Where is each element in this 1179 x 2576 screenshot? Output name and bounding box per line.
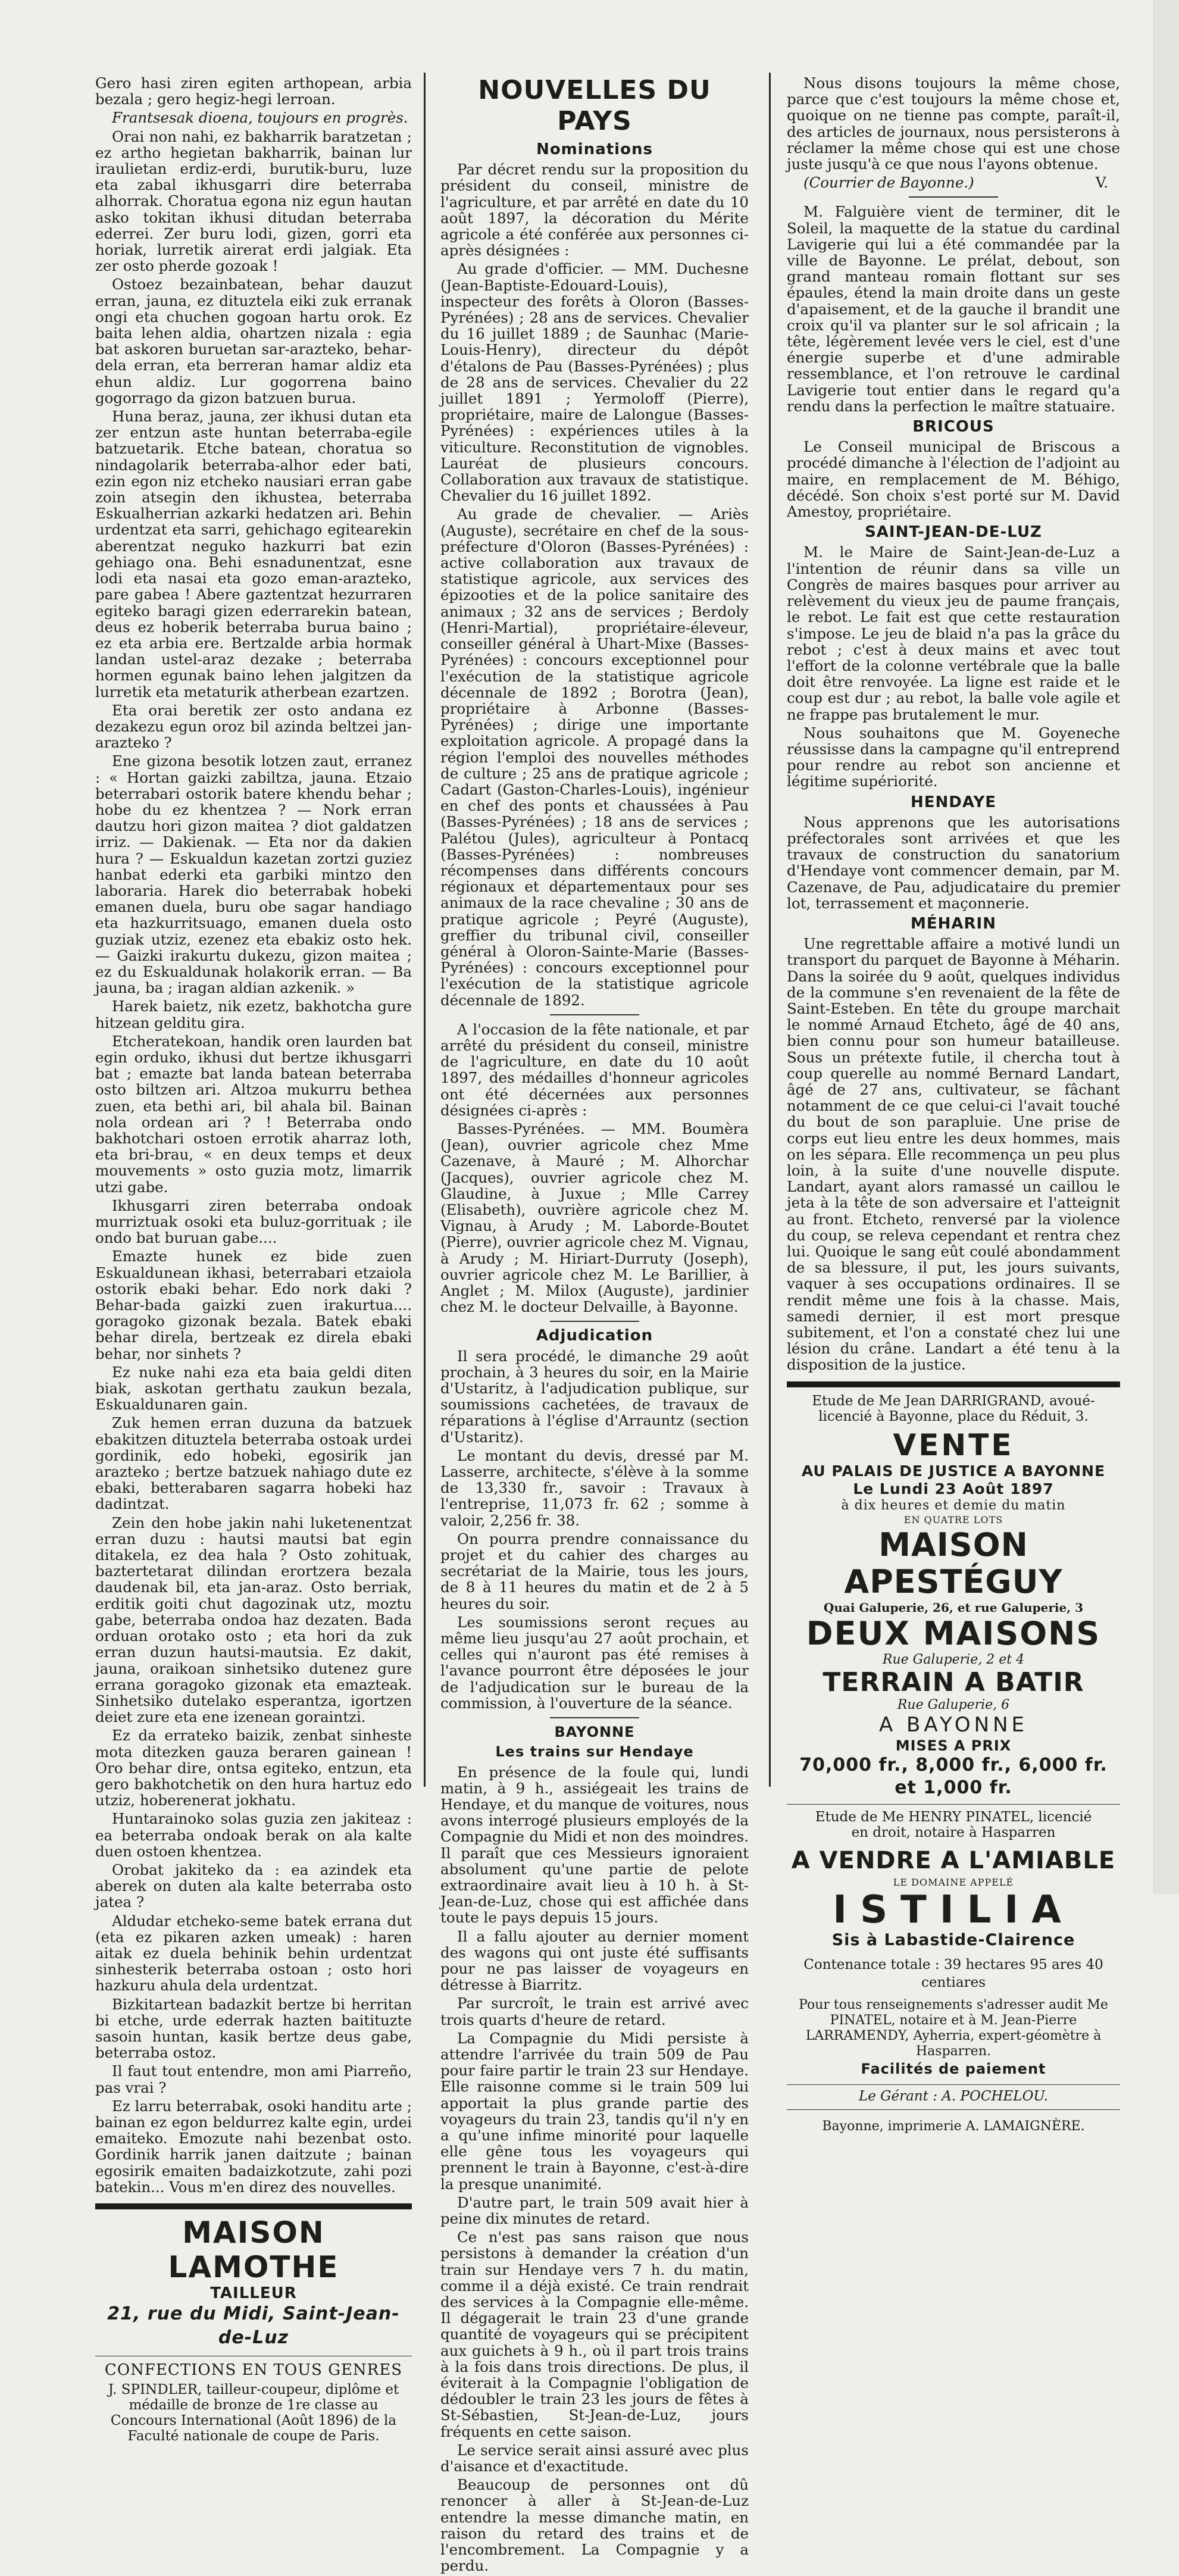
- paragraph: Au grade de chevalier. — Ariès (Auguste), secrétaire en chef de la sous-préfecture d'Oloron (Basses-Pyrénées) : active collaboration aux travaux de statistique agricole, aux services des épizooties et de la police sanitaire des animaux ; 32 ans de services ; Berdoly (Henri-Martial), propriétaire-éleveur, conseiller général à Uhart-Mixe (Basses-Pyrénées) : concours exceptionnel pour l'exécution de la statistique agricole décennale de 1892 ; Borotra (Jean), propriétaire à Arbonne (Basses-Pyrénées) ; dirige une importante exploitation agricole. A propagé dans la région l'emploi des nouvelles méthodes de culture ; 25 ans de pratique agricole ; Cadart (Gaston-Charles-Louis), ingénieur en chef des ponts et chaussées à Pau (Basses-Pyrénées) ; 18 ans de services ; Palétou (Jules), agriculteur à Pontacq (Basses-Pyrénées) : nombreuses récompenses dans différents concours régionaux et départementaux pour ses animaux de la race chevaline ; 30 ans de pratique agricole ; Peyré (Auguste), greffier du tribunal civil, conseiller général à Oloron-Sainte-Marie (Basses-Pyrénées) : concours exceptionnel pour l'exécution de la statistique agricole décennale de 1892.: [440, 505, 749, 1009]
- paragraph: Les soumissions seront reçues au même lieu jusqu'au 27 août prochain, et celles qui n'auront pas été remises à l'avance pourront être déposées le jour de l'adjudication sur le bureau de la commission, à l'ouverture de la séance.: [440, 1613, 749, 1712]
- source-citation: (Courrier de Bayonne.): [803, 174, 974, 192]
- section-masthead: NOUVELLES DU PAYS: [478, 75, 711, 136]
- divider: [909, 196, 998, 198]
- paragraph: Par décret rendu sur la proposition du président du conseil, ministre de l'agriculture, et par arrêté en date du 10 août 1897, la décoration du Mérite agricole a été conférée aux personnes ci-après désignées :: [440, 161, 749, 260]
- divider: [787, 2084, 1120, 2085]
- paragraph: Beaucoup de personnes ont dû renoncer à aller à St-Jean-de-Luz entendre la messe dimanche matin, en raison du retard des trains et de l'encombrement. La Compagnie y a perdu.: [440, 2476, 749, 2575]
- gerant-line: Le Gérant : A. POCHELOU.: [858, 2088, 1049, 2104]
- source-line: [787, 174, 1120, 190]
- section-heading-saint-jean-de-luz: SAINT-JEAN-DE-LUZ: [865, 523, 1042, 542]
- paragraph: Ikhusgarri ziren beterraba ondoak murriztuak osoki eta buluz-gorrituak ; ile ondo bat buruan gabe....: [95, 1196, 412, 1247]
- ad-amiable-title: A VENDRE A L'AMIABLE: [791, 1846, 1116, 1874]
- ad-lots: EN QUATRE LOTS: [903, 1514, 1003, 1525]
- paragraph: Zuk hemen erran duzuna da batzuek ebakitzen dituztela beterraba ostoak urdei gordinik, edo hobeki, egosirik jan arazteko ; bertze batzuek nahiago dute ez ebaki, betterabaren sagarra hobeki haz dadintzat.: [95, 1414, 412, 1513]
- paragraph: La Compagnie du Midi persiste à attendre l'arrivée du train 509 de Pau pour faire partir le train 23 sur Hendaye. Elle raisonne comme si le train 509 lui apportait la plus grande partie des voyageurs du train 23, tandis qu'il n'y en a qu'une infime minorité pour laquelle elle gêne tous les voyageurs qui prennent le train à Bayonne, c'est-à-dire la presque unanimité.: [440, 2029, 749, 2193]
- paragraph: Il sera procédé, le dimanche 29 août prochain, à 3 heures du soir, en la Mairie d'Ustaritz, à l'adjudication publique, sur soumissions cachetées, de travaux de réparations à l'église d'Arrauntz (section d'Ustaritz).: [440, 1347, 749, 1446]
- paragraph: En présence de la foule qui, lundi matin, à 9 h., assiégeait les trains de Hendaye, et du manque de voitures, nous avons interrogé plusieurs employés de la Compagnie du Midi et non des moindres. Il paraît que ces Messieurs ignoraient absolument qu'une partie de pelote extraordinaire avait lieu à 10 h. à St-Jean-de-Luz, chose qui est affichée dans toute le pays depuis 15 jours.: [440, 1763, 749, 1927]
- paragraph: Il a fallu ajouter au dernier moment des wagons qui ont juste été suffisants pour ne pas laisser de voyageurs en détresse à Biarritz.: [440, 1927, 749, 1994]
- paragraph: Ce n'est pas sans raison que nous persistons à demander la création d'un train sur Hendaye vers 7 h. du matin, comme il a déjà existé. Ce train rendrait des services à la Compagnie elle-même. Il dégagerait le train 23 d'une grande quantité de voyageurs qui se précipitent aux guichets à 9 h., où il part trois trains à la fois dans trois directions. De plus, il éviterait à la Compagnie l'obligation de dédoubler le train 23 les jours de fêtes à St-Sébastien, St-Jean-de-Luz, jours fréquents en cette saison.: [440, 2228, 749, 2440]
- paragraph: Ostoez bezainbatean, behar dauzut erran, jauna, ez dituztela eiki zuk erranak ongi eta chuchen gogoan hartu orok. Ez baita lehen aldia, ohartzen nizala : egia bat askoren buruetan sar-arazteko, behar-dela erran, eta berreran hamar aldiz eta ehun aldiz. Lur gogorrena baino gogorrago da gizon batzuen burua.: [95, 276, 412, 407]
- section-heading-nominations: Nominations: [536, 140, 653, 158]
- paragraph: Orai non nahi, ez bakharrik baratzetan ; ez artho hegietan bakharrik, bainan lur iraulietan erdiz-erdi, burutik-buru, luze eta zabal ikhusgarri dire beterraba alhorrak. Choratua egona niz egun hautan asko tokitan ikhusi ditudan beterraba ederrei. Zer buru lodi, gizen, gorri eta horiak, lurretik airerat erdi jalgiak. Eta zer osto pherde gozoak !: [95, 127, 412, 275]
- ad-mises: MISES A PRIX: [895, 1737, 1012, 1754]
- ad-istilia: ISTILIA: [833, 1887, 1074, 1932]
- ad-deux-address: Rue Galuperie, 2 et 4: [882, 1652, 1025, 1667]
- column-local-news: [787, 75, 1120, 2134]
- ad-city: A BAYONNE: [878, 1712, 1028, 1737]
- paragraph: Ene gizona besotik lotzen zaut, erranez : « Hortan gaizki zabiltza, jauna. Etzaio beterrabari ostorik batere khendu behar ; hobe du ez khentzea ? — Nork erran dautzu hori gizon maitea ? diot galdatzen irriz. — Dakienak. — Eta nor da dakien hura ? — Eskualdun kazetan zortzi guziez hanbat ederki eta garbiki mintzo den laborariа. Harek dio beterrabak hobeki emanen duela, buru obe sagar handiago eta hazkurritsuago, emanen duela osto guziak utziz, ezenez eta ebakiz osto hek. — Gaizki irakurtu dukezu, gizon maitea ; ez du Eskualdunak holakorik erran. — Ba jauna, ba ; iragan aldian azkenik. »: [95, 752, 412, 997]
- section-heading-bricous: BRICOUS: [912, 418, 995, 436]
- column-basque-article: [95, 75, 412, 2444]
- ad-palais: AU PALAIS DE JUSTICE A BAYONNE: [801, 1462, 1106, 1480]
- ad-vente-apesteguy: [787, 1393, 1120, 1799]
- paragraph: On pourra prendre connaissance du projet et du cahier des charges au secrétariat de la Mairie, tous les jours, de 8 à 11 heures du matin et de 2 à 5 heures du soir.: [440, 1530, 749, 1612]
- paragraph: Au grade d'officier. — MM. Duchesne (Jean-Baptiste-Edouard-Louis), inspecteur des forêts à Oloron (Basses-Pyrénées) ; 28 ans de services. Chevalier du 16 juillet 1889 ; de Saunhac (Marie-Louis-Henry), directeur du dépôt d'étalons de Pau (Basses-Pyrénées) ; plus de 28 ans de services. Chevalier du 22 juillet 1891 ; Yermoloff (Pierre), propriétaire, maire de Lalongue (Basses-Pyrénées) : expériences utiles à la viticulture. Reconstitution de vignobles. Lauréat de plusieurs concours. Collaboration aux travaux de statistique. Chevalier du 16 juillet 1892.: [440, 260, 749, 505]
- paragraph: Le montant du devis, dressé par M. Lasserre, architecte, s'élève à la somme de 13,330 fr., savoir : Travaux à l'entreprise, 11,073 fr. 62 ; somme à valoir, 2,256 fr. 38.: [440, 1446, 749, 1529]
- paragraph: Frantsesak dioena, toujours en progrès.: [112, 109, 408, 127]
- column-rule-left: [424, 73, 426, 1787]
- paragraph: Il faut tout entendre, mon ami Piarreño, pas vrai ?: [95, 2062, 412, 2096]
- paragraph: M. Falguière vient de terminer, dit le Soleil, la maquette de la statue du cardinal Lavigerie qui lui a été commandée par la ville de Bayonne. Le prélat, debout, son grand manteau romain flottant sur ses épaules, étend la main droite dans un geste d'apaisement, et de la gauche il brandit une croix qu'il va planter sur le sol africain ; la tête, légèrement levée vers le ciel, est d'une énergie superbe et d'une admirable ressemblance, et l'on retrouve le cardinal Lavigerie tout entier dans le regard qu'a rendu dans la perfection le maître statuaire.: [787, 203, 1120, 415]
- paragraph: Etcheratekoan, handik oren laurden bat egin orduko, ikhusi dut bertze ikhusgarri bat ; emazte bat landa batean beterraba osto biltzen ari. Altzoa mukurru bethea zuen, eta bethi ari, bil ahala bil. Bainan nola ordean ari ? ! Beterraba ondo bakhotchari ostoen errotik aharraz loth, eta bri-brau, « en deux temps et deux mouvements » osto guzia motz, limarrik utzi gabe.: [95, 1032, 412, 1196]
- paragraph: Eta orai beretik zer osto andana ez dezakezu egun oroz bil azinda beltzei jan-arazteko ?: [95, 701, 412, 752]
- divider: [787, 1804, 1120, 1805]
- imprimerie-line: Bayonne, imprimerie A. LAMAIGNÈRE.: [822, 2118, 1085, 2134]
- ad-hour: à dix heures et demie du matin: [841, 1498, 1066, 1513]
- paragraph: Harek baietz, nik ezetz, bakhotcha gure hitzean gelditu gira.: [95, 998, 412, 1031]
- ad-deux-maisons: DEUX MAISONS: [806, 1614, 1101, 1652]
- section-heading-meharin: MÉHARIN: [911, 914, 996, 933]
- paragraph: M. le Maire de Saint-Jean-de-Luz a l'intention de réunir dans sa ville un Congrès de maires basques pour arriver au relèvement du vieux jeu de paume français, le rebot. Le fait est que cette restauration s'impose. Le jeu de blaid n'a pas la grâce du rebot ; c'est à deux mains et avec tout l'effort de la colonne vertébrale que la balle doit être renvoyée. La ligne est raide et le coup est dur ; au rebot, la balle vole agile et ne frappe pas brutalement le mur.: [787, 543, 1120, 723]
- paragraph: Huntarainoko solas guzia zen jakiteaz : ea beterraba ondoak berak on ala kalte duen ostoen khentzea.: [95, 1810, 412, 1860]
- section-heading-hendaye: HENDAYE: [910, 793, 997, 811]
- ad-date: Le Lundi 23 Août 1897: [853, 1480, 1054, 1498]
- ad-separator: [95, 2203, 412, 2209]
- paragraph: Le service serait ainsi assuré avec plus d'aisance et d'exactitude.: [440, 2441, 749, 2475]
- ad-separator: [787, 1381, 1120, 1387]
- divider: [550, 1321, 639, 1322]
- paragraph: Une regrettable affaire a motivé lundi un transport du parquet de Bayonne à Méharin. Dans la soirée du 9 août, quelques individus de la commune s'en revenaient de la fête de Saint-Esteben. En tête du groupe marchait le nommé Arnaud Etcheto, âgé de 40 ans, bien connu pour son humeur batailleuse. Sous un prétexte futile, il chercha tout à coup querelle au nommé Bernard Landart, âgé de 27 ans, cultivateur, se fâchant notamment de ce que celui-ci l'avait touché du bout de son parapluie. Une prise de corps eut lieu entre les deux hommes, mais on les sépara. Elle recommença un peu plus loin, à la suite d'une nouvelle dispute. Landart, ayant alors ramassé un caillou le jeta à la tête de son adversaire et l'atteignit au front. Etcheto, renversé par la violence du coup, se releva cependant et rentra chez lui. Quoique le sang eût coulé abondamment de sa blessure, il put, les jours suivants, vaquer à ses occupations ordinaires. Il se rendit même une fois à la chasse. Mais, samedi dernier, il est mort presque subitement, et l'on a constaté chez lui une lésion du crâne. Landart a été tenu à la disposition de la justice.: [787, 935, 1120, 1374]
- paragraph: Ez nuke nahi eza eta baia geldi diten biak, askotan gerthatu zaukun bezala, Eskualdunaren gain.: [95, 1363, 412, 1414]
- paragraph: Gero hasi ziren egiten arthopean, arbia bezala ; gero hegiz-hegi lerroan.: [95, 74, 412, 108]
- divider: [787, 2109, 1120, 2110]
- paragraph: Basses-Pyrénées. — MM. Boumèra (Jean), ouvrier agricole chez Mme Cazenave, à Mauré ; M. Alhorchar (Jacques), ouvrier agricole chez M. Glaudine, à Juxue ; Mlle Carrey (Elisabeth), ouvrière agricole chez M. Vignau, à Arudy ; M. Laborde-Boutet (Pierre), ouvrier agricole chez M. Vignau, à Arudy ; M. Hiriart-Durruty (Joseph), ouvrier agricole chez M. Le Barillier, à Anglet ; M. Milox (Auguste), jardinier chez M. le docteur Delvaille, à Bayonne.: [440, 1120, 749, 1316]
- ad-etude: Etude de Me Jean DARRIGRAND, avoué-licencié à Bayonne, place du Réduit, 3.: [812, 1393, 1095, 1424]
- ad-tagline: CONFECTIONS EN TOUS GENRES: [104, 2361, 403, 2379]
- ad-maison-address: Quai Galuperie, 26, et rue Galuperie, 3: [823, 1600, 1084, 1615]
- paragraph: Ez da errateko baizik, zenbat sinheste mota ditezken gauza beraren gainean ! Oro behar dire, ontsa egiteko, entzun, eta gero bakhotchetik on den hura hartuz edo utziz, hoberenerat jokhatu.: [95, 1727, 412, 1809]
- ad-vente-title: VENTE: [893, 1427, 1014, 1462]
- ad-terrain: TERRAIN A BATIR: [823, 1667, 1084, 1697]
- ad-contenance: Contenance totale : 39 hectares 95 ares 40 centiares: [803, 1956, 1103, 1990]
- ad-location: Sis à Labastide-Clairence: [831, 1930, 1075, 1949]
- paragraph: Nous apprenons que les autorisations préfectorales sont arrivées et que les travaux de construction du sanatorium d'Hendaye vont commencer demain, par M. Cazenave, de Pau, adjudicataire du premier lot, terrassement et maçonnerie.: [787, 813, 1120, 912]
- section-subheading-trains: Les trains sur Hendaye: [495, 1743, 694, 1761]
- paragraph: A l'occasion de la fête nationale, et par arrêté du président du conseil, ministre de l'agriculture, en date du 10 août 1897, des médailles d'honneur agricoles ont été décernées aux personnes désignées ci-après :: [440, 1020, 749, 1119]
- page-fold-shadow: [1153, 0, 1179, 1894]
- paragraph: Orobat jakiteko da : ea azindek eta aberek on duten ala kalte beterraba osto jatea ?: [95, 1861, 412, 1911]
- paragraph: Par surcroît, le train est arrivé avec trois quarts d'heure de retard.: [440, 1994, 749, 2028]
- paragraph: Nous disons toujours la même chose, parce que c'est toujours la même chose et, quoique on ne tienne pas compte, paraît-il, des articles de journaux, nous persisterons à réclamer la même chose qui est une chose juste jusqu'à ce que nous l'ayons obtenue.: [787, 74, 1120, 173]
- column-rule-right: [769, 73, 771, 1787]
- paragraph: Bizkitartean badazkit bertze bi herritan bi etche, urde ederrak hazten baitituzte sasoin huntan, kasik bertze deus gabe, beterraba ostoz.: [95, 1995, 412, 2062]
- ad-title: MAISON LAMOTHE: [168, 2215, 339, 2284]
- ad-vente-istilia: [787, 1809, 1120, 2078]
- paragraph: Le Conseil municipal de Briscous a procédé dimanche à l'élection de l'adjoint au maire, en remplacement de M. Béhigo, décédé. Son choix s'est porté sur M. David Amestoy, propriétaire.: [787, 438, 1120, 521]
- paragraph: Emazte hunek ez bide zuen Eskualdunean ikhasi, beterrabari etzaiola ostorik ebaki behar. Edo nork daki ? Behar-bada gaizki zuen irakurtua.... goragoko gizonak bezala. Batek ebaki behar direla, bertzeak ez direla ebaki behar, nor sinhets ?: [95, 1248, 412, 1362]
- paragraph: Ez larru beterrabak, osoki handitu arte ; bainan ez egon beldurrez kalte egin, urdei emaiteko. Emozute nahi bezenbat osto. Gordinik harrik janen daitzute ; bainan egosirik emaiten badaizkotzute, zahi pozi batekin... Vous m'en direz des nouvelles.: [95, 2097, 412, 2196]
- section-heading-bayonne: BAYONNE: [554, 1724, 635, 1741]
- ad-facilites: Facilités de paiement: [861, 2060, 1046, 2077]
- paragraph: Nous souhaitons que M. Goyeneche réussisse dans la campagne qu'il entreprend pour rendre au rebot son ancienne et légitime supériorité.: [787, 724, 1120, 790]
- section-heading-adjudication: Adjudication: [536, 1327, 653, 1345]
- ad-prices: 70,000 fr., 8,000 fr., 6,000 fr. et 1,000 fr.: [799, 1754, 1108, 1798]
- paragraph: Zein den hobe jakin nahi luketenentzat erran duzu : hautsi mautsi bat egin ditakela, ez dea hala ? Osto zohituak, baztertetarat dilindan erortzera bezala daudenak bil, eta jan-araz. Osto berriak, erditik goiti chut dagozinak utz, moztu gabe, beterraba ondoa haz dezaten. Bada orduan orotako osto ; eta hori da zuk erran duzun hautsi-mautsia. Ez dakit, jauna, oraikoan sinhetsiko dutenez gure errana goragoko gizonak eta emazteak. Sinhetsiko dutelako esperantza, igortzen deiet zure eta ene izenean goraintzi.: [95, 1514, 412, 1726]
- ad-trade: TAILLEUR: [210, 2284, 297, 2302]
- signature: V.: [1095, 174, 1108, 192]
- paragraph: Aldudar etcheko-seme batek errana dut (eta ez pikaren azken umeak) : haren aitak ez duela behinik behin urdentzat sinhesterik beterraba ostoan ; osto hori hazkuru ahula dela urdentzat.: [95, 1912, 412, 1994]
- divider: [550, 1014, 639, 1015]
- ad-text: J. SPINDLER, tailleur-coupeur, diplôme et médaille de bronze de 1re classe au Concours International (Août 1896) de la Faculté nationale de coupe de Paris.: [108, 2382, 399, 2444]
- ad-terrain-address: Rue Galuperie, 6: [897, 1697, 1010, 1712]
- ad-address: 21, rue du Midi, Saint-Jean-de-Luz: [107, 2303, 400, 2348]
- ad-maison-lamothe: [95, 2215, 412, 2444]
- paragraph: D'autre part, le train 509 avait hier à peine dix minutes de retard.: [440, 2193, 749, 2227]
- ad-etude: Etude de Me HENRY PINATEL, licencié en droit, notaire à Hasparren: [815, 1809, 1092, 1840]
- ad-maison-title: MAISON APESTÉGUY: [844, 1525, 1063, 1600]
- ad-info: Pour tous renseignements s'adresser audit Me PINATEL, notaire et à M. Jean-Pierre LARRAMENDY, Ayherria, expert-géomètre à Hasparren.: [799, 1997, 1108, 2059]
- ad-domaine: LE DOMAINE APPELÉ: [893, 1876, 1014, 1888]
- paragraph: Huna beraz, jauna, zer ikhusi dutan eta zer entzun aste huntan beterraba-egile batzuetarik. Etche batean, choratua so nindagolarik beterraba-alhor eder bati, ezin egon niz etcheko nausiari erran gabe zoin atsegin den ikhustea, beterraba Eskualherrian azkarki hedatzen ari. Behin urdentzat eta sarri, gehichago egitearekin aberentzat neguko hazkurri bat ezin gehiago ona. Behi esnadunentzat, esne lodi eta nasai eta gozo eman-arazteko, pare gabea ! Abere gaztentzat hezurraren egiteko baragi gizen ederrarekin batean, deus ez hoberik beterraba burua baino ; ez eta arbia ere. Bertzalde arbia hormak landan ustel-araz dezake ; beterraba hormen egunak baino lehen jalgitzen da lurretik eta metaturik atherbean ezartzen.: [95, 408, 412, 701]
- column-nouvelles: [440, 75, 749, 2576]
- divider: [550, 1717, 639, 1718]
